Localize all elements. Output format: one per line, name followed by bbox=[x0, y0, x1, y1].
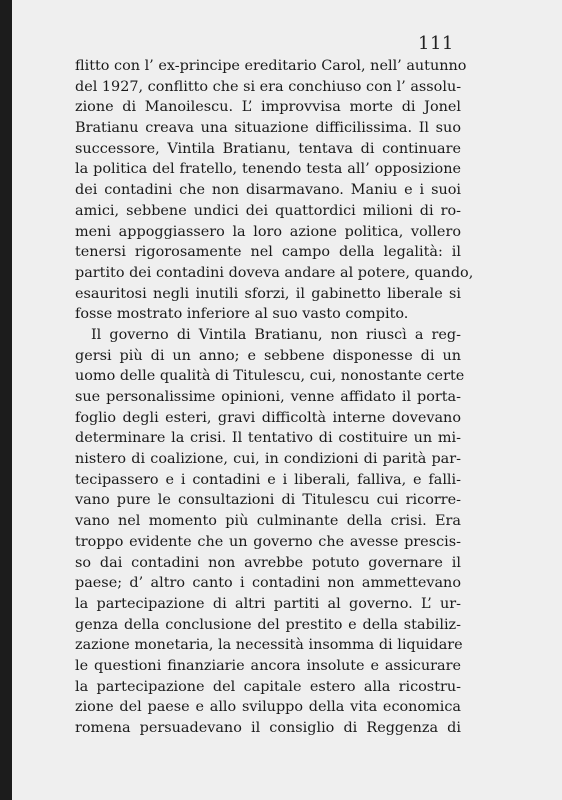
text-line: esauritosi negli inutili sforzi, il gabinetto liberale si bbox=[75, 285, 461, 302]
text-line: Bratianu creava una situazione difficilissima. Il suo bbox=[75, 120, 461, 137]
text-line: gersi più di un anno; e sebbene disponesse di un bbox=[75, 347, 461, 364]
text-line: romena persuadevano il consiglio di Reggenza di bbox=[75, 720, 461, 736]
text-line: meni appoggiassero la loro azione politica, vollero bbox=[75, 223, 461, 240]
text-line: fosse mostrato inferiore al suo vasto compito. bbox=[75, 306, 409, 323]
body-text bbox=[75, 56, 474, 739]
text-line: amici, sebbene undici dei quattordici milioni di ro- bbox=[75, 202, 461, 219]
paragraph-1 bbox=[75, 56, 474, 325]
text-line: uomo delle qualità di Titulescu, cui, nonostante certe bbox=[75, 368, 465, 385]
text-line: flitto con l’ ex-principe ereditario Carol, nell’ autunno bbox=[75, 58, 467, 74]
text-line: foglio degli esteri, gravi difficoltà interne dovevano bbox=[75, 409, 461, 426]
text-line: vano pure le consultazioni di Titulescu cui ricorre- bbox=[75, 492, 461, 509]
text-line: partito dei contadini doveva andare al potere, quando, bbox=[75, 264, 474, 281]
book-page bbox=[12, 0, 562, 800]
paragraph-2 bbox=[75, 325, 465, 739]
text-line: le questioni finanziarie ancora insolute e assicurare bbox=[75, 657, 461, 674]
text-line: so dai contadini non avrebbe potuto governare il bbox=[75, 554, 461, 571]
text-line: nistero di coalizione, cui, in condizioni di parità par- bbox=[75, 451, 461, 468]
text-line: vano nel momento più culminante della crisi. Era bbox=[75, 513, 461, 530]
text-line: zione del paese e allo sviluppo della vita economica bbox=[75, 699, 461, 716]
text-line: troppo evidente che un governo che avesse prescis- bbox=[75, 533, 461, 550]
text-line: zione di Manoilescu. L’ improvvisa morte di Jonel bbox=[75, 99, 461, 116]
text-line: paese; d’ altro canto i contadini non ammettevano bbox=[75, 575, 461, 592]
text-line: del 1927, conflitto che si era conchiuso con l’ assolu- bbox=[75, 78, 462, 95]
text-line: determinare la crisi. Il tentativo di costituire un mi- bbox=[75, 430, 461, 447]
text-line: tecipassero e i contadini e i liberali, falliva, e falli- bbox=[75, 471, 461, 488]
text-line: genza della conclusione del prestito e della stabiliz- bbox=[75, 616, 461, 633]
text-line: sue personalissime opinioni, venne affidato il porta- bbox=[75, 389, 461, 405]
text-line: successore, Vintila Bratianu, tentava di continuare bbox=[75, 140, 461, 157]
text-line: zazione monetaria, la necessità insomma di liquidare bbox=[75, 637, 463, 654]
text-line: tenersi rigorosamente nel campo della legalità: il bbox=[75, 244, 461, 261]
text-line: la partecipazione del capitale estero alla ricostru- bbox=[75, 678, 461, 695]
text-line: dei contadini che non disarmavano. Maniu e i suoi bbox=[75, 182, 461, 199]
page-number: 111 bbox=[418, 33, 454, 54]
text-line: Il governo di Vintila Bratianu, non riuscì a reg- bbox=[91, 326, 461, 343]
text-line: la partecipazione di altri partiti al governo. L’ ur- bbox=[75, 595, 461, 612]
text-line: la politica del fratello, tenendo testa all’ opposizione bbox=[75, 161, 461, 178]
